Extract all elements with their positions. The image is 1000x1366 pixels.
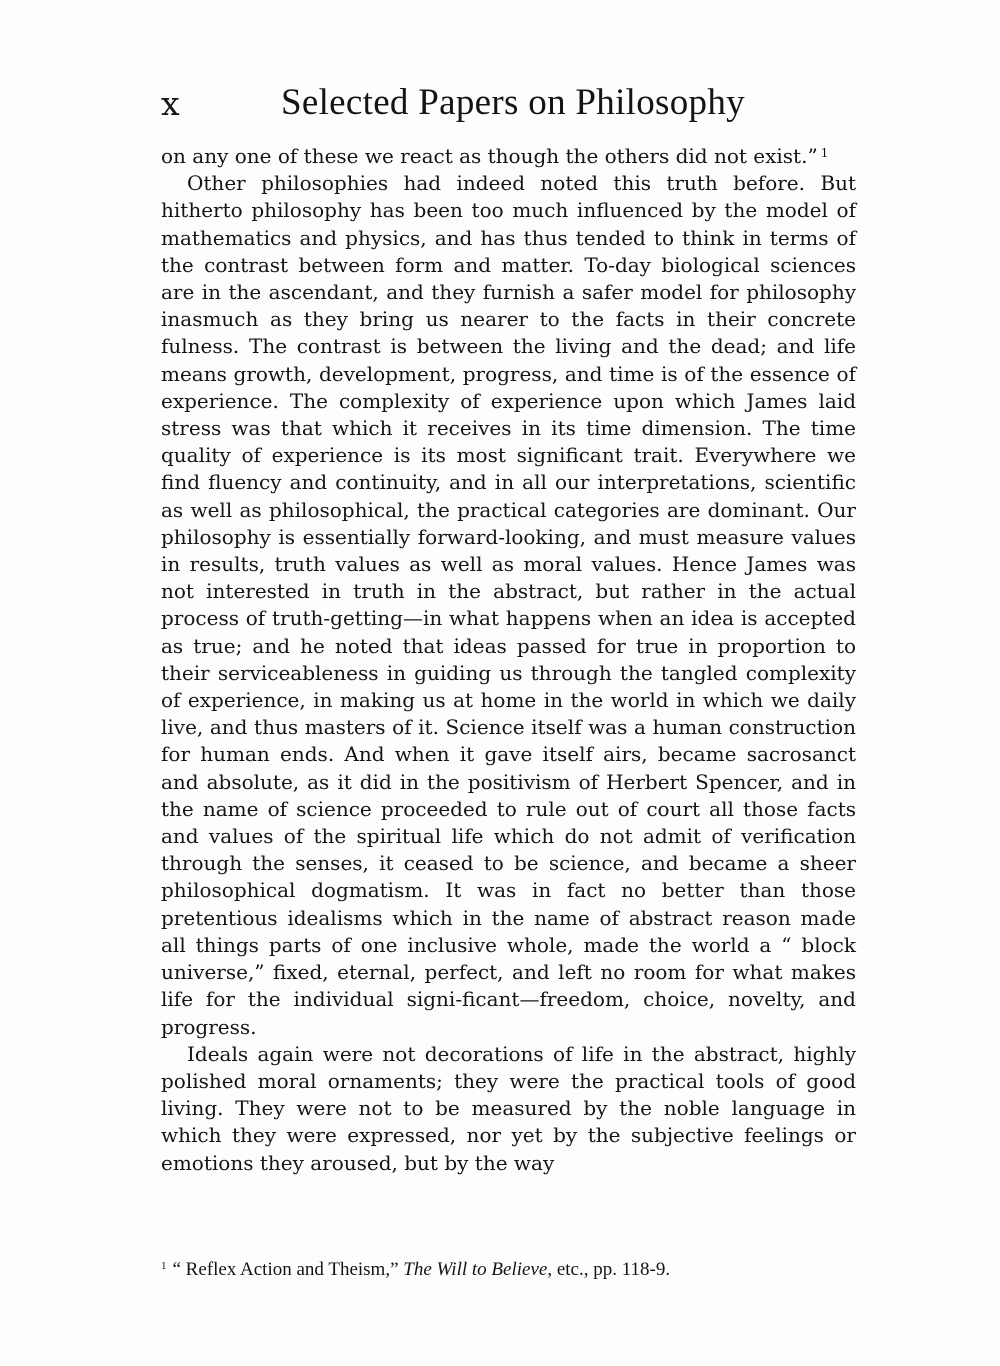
paragraph-text: on any one of these we react as though the others did not exist.” (161, 144, 818, 168)
footnote-number: 1 (161, 1260, 167, 1272)
paragraph: Ideals again were not decorations of life in the abstract, highly polished moral ornaments; they were the practical tools of good living. They were not to be measured by the noble language in which they were expressed, nor yet by the subjective feelings or emotions they aroused, but by the way (161, 1041, 856, 1175)
footnote-tail: , etc., pp. 118-9. (547, 1259, 671, 1280)
running-title: Selected Papers on Philosophy (281, 82, 745, 123)
paragraph: Other philosophies had indeed noted this truth before. But hitherto philosophy has been too much influenced by the model of mathematics and physics, and has thus tended to think in terms of the contrast between form and matter. To-day biological sciences are in the ascendant, and they furnish a safer model for philosophy inasmuch as they bring us nearer to the facts in their concrete fulness. The contrast is between the living and the dead; and life means growth, development, progress, and time is of the essence of experience. The complexity of experience upon which James laid stress was that which it receives in its time dimension. The time quality of experience is its most significant trait. Everywhere we find fluency and continuity, and in all our interpretations, scientific as well as philosophical, the practical categories are dominant. Our philosophy is essentially forward-looking, and must measure values in results, truth values as well as moral values. Hence James was not interested in truth in the abstract, but rather in the actual process of truth-getting—in what happens when an idea is accepted as true; and he noted that ideas passed for true in proportion to their serviceableness in guiding us through the tangled complexity of experience, in making us at home in the world in which we daily live, and thus masters of it. Science itself was a human construction for human ends. And when it gave itself airs, became sacrosanct and absolute, as it did in the positivism of Herbert Spencer, and in the name of science proceeded to rule out of court all those facts and values of the spiritual life which do not admit of verification through the senses, it ceased to be science, and became a sheer philosophical dogmatism. It was in fact no better than those pretentious idealisms which in the name of abstract reason made all things parts of one inclusive whole, made the world a “ block universe,” fixed, eternal, perfect, and left no room for what makes life for the individual signi-ficant—freedom, choice, novelty, and progress. (161, 171, 856, 1039)
footnote-lead: “ Reflex Action and Theism,” (172, 1259, 399, 1280)
body-text (161, 140, 856, 1177)
paragraph-continuation (161, 140, 856, 170)
footnote-reference[interactable]: 1 (820, 146, 829, 160)
footnote-work-title: The Will to Believe (403, 1259, 548, 1280)
page-number: x (161, 84, 180, 123)
page-header (161, 80, 861, 130)
footnote (161, 1253, 861, 1283)
